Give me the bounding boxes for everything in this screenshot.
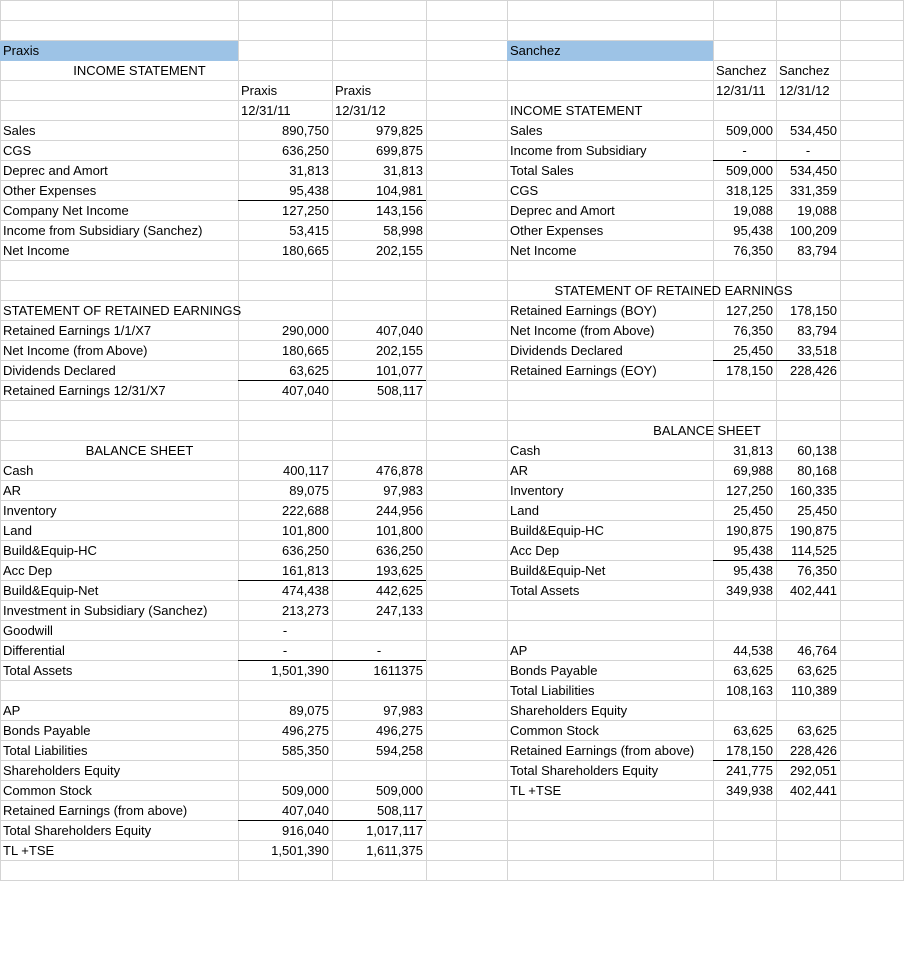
sanchez-is-label: Deprec and Amort: [510, 203, 615, 218]
sanchez-liab-label: Common Stock: [510, 723, 599, 738]
praxis-liab-label: Total Shareholders Equity: [3, 823, 152, 838]
sanchez-asset-value-2011: 190,875: [726, 523, 773, 538]
praxis-re-label: Dividends Declared: [3, 363, 116, 378]
praxis-liab-label: AP: [3, 703, 21, 718]
praxis-asset-value-2011: 222,688: [282, 503, 329, 518]
praxis-is-value-2012: 104,981: [332, 181, 426, 201]
praxis-liab-value-2012: 97,983: [383, 703, 423, 718]
sanchez-is-label: CGS: [510, 183, 539, 198]
sanchez-liab-value-2012: 63,625: [797, 663, 837, 678]
sanchez-asset-value-2011: 25,450: [733, 503, 773, 518]
sanchez-asset-value-2011: 95,438: [733, 563, 773, 578]
praxis-col-date-1: 12/31/11: [241, 103, 291, 118]
sanchez-liab-value-2012: 228,426: [776, 741, 840, 761]
sanchez-liab-value-2012: [776, 701, 840, 721]
praxis-asset-value-2012: 442,625: [376, 583, 423, 598]
sanchez-liab-value-2011: [713, 701, 776, 721]
sanchez-re-value-2012: 228,426: [790, 363, 837, 378]
sanchez-re-value-2012: 33,518: [776, 341, 840, 361]
praxis-asset-value-2012: 193,625: [332, 561, 426, 581]
sanchez-liab-label: Retained Earnings (from above): [510, 743, 695, 758]
sanchez-is-value-2012: 534,450: [790, 123, 837, 138]
praxis-re-value-2012: 508,117: [376, 383, 423, 398]
sanchez-bs-title: BALANCE SHEET: [653, 423, 761, 438]
sanchez-liab-value-2012: 46,764: [797, 643, 837, 658]
praxis-liab-value-2012: 1,017,117: [366, 823, 423, 838]
sanchez-is-value-2011: 95,438: [733, 223, 773, 238]
praxis-asset-label: AR: [3, 483, 22, 498]
praxis-re-value-2012: 202,155: [376, 343, 423, 358]
sanchez-asset-label: AR: [510, 463, 529, 478]
sanchez-re-value-2012: 83,794: [797, 323, 837, 338]
praxis-is-value-2011: 636,250: [282, 143, 329, 158]
sanchez-asset-value-2012: 190,875: [790, 523, 837, 538]
sanchez-asset-label: Cash: [510, 443, 541, 458]
sanchez-liab-value-2011: 108,163: [726, 683, 773, 698]
sanchez-asset-value-2012: 76,350: [797, 563, 837, 578]
praxis-asset-value-2012: 247,133: [376, 603, 423, 618]
sanchez-is-label: Other Expenses: [510, 223, 604, 238]
praxis-header: Praxis: [0, 41, 238, 61]
praxis-is-label: Company Net Income: [3, 203, 129, 218]
praxis-liab-label: Retained Earnings (from above): [3, 803, 188, 818]
praxis-re-label: Retained Earnings 1/1/X7: [3, 323, 152, 338]
sanchez-re-value-2011: 76,350: [733, 323, 773, 338]
praxis-liab-value-2012: [332, 761, 426, 781]
praxis-liab-value-2011: 496,275: [282, 723, 329, 738]
sanchez-asset-value-2012: 402,441: [790, 583, 837, 598]
praxis-is-value-2011: 127,250: [282, 203, 329, 218]
praxis-asset-value-2012: -: [332, 641, 426, 661]
sanchez-liab-label: Shareholders Equity: [510, 703, 628, 718]
sanchez-asset-label: Build&Equip-HC: [510, 523, 604, 538]
praxis-asset-label: Goodwill: [3, 623, 53, 638]
praxis-re-title: STATEMENT OF RETAINED EARNINGS: [3, 303, 242, 318]
grid-col-line: [426, 0, 427, 880]
praxis-is-label: Deprec and Amort: [3, 163, 108, 178]
praxis-liab-value-2011: 509,000: [282, 783, 329, 798]
praxis-liab-value-2011: 585,350: [282, 743, 329, 758]
praxis-col-header-1: Praxis: [241, 83, 278, 98]
praxis-re-value-2011: 407,040: [282, 383, 329, 398]
praxis-asset-value-2011: 474,438: [282, 583, 329, 598]
praxis-asset-value-2012: [332, 621, 426, 641]
praxis-is-value-2012: 699,875: [376, 143, 423, 158]
praxis-asset-value-2012: 244,956: [376, 503, 423, 518]
sanchez-is-label: Income from Subsidiary: [510, 143, 647, 158]
sanchez-re-value-2011: 127,250: [726, 303, 773, 318]
sanchez-is-value-2012: -: [776, 141, 840, 161]
praxis-is-value-2012: 143,156: [376, 203, 423, 218]
praxis-asset-label: Land: [3, 523, 32, 538]
praxis-asset-label: Total Assets: [3, 663, 73, 678]
sanchez-re-label: Retained Earnings (EOY): [510, 363, 657, 378]
praxis-col-date-2: 12/31/12: [335, 103, 386, 118]
praxis-asset-label: Inventory: [3, 503, 57, 518]
sanchez-liab-value-2012: 402,441: [790, 783, 837, 798]
sanchez-re-value-2012: 178,150: [790, 303, 837, 318]
sanchez-liab-label: TL +TSE: [510, 783, 562, 798]
praxis-liab-value-2012: 509,000: [376, 783, 423, 798]
praxis-asset-value-2011: 101,800: [282, 523, 329, 538]
praxis-is-value-2011: 31,813: [289, 163, 329, 178]
grid-row-line: [0, 20, 904, 21]
praxis-asset-label: Investment in Subsidiary (Sanchez): [3, 603, 208, 618]
sanchez-is-value-2011: -: [713, 141, 776, 161]
praxis-liab-value-2012: 594,258: [376, 743, 423, 758]
praxis-asset-value-2011: 636,250: [282, 543, 329, 558]
praxis-re-label: Retained Earnings 12/31/X7: [3, 383, 166, 398]
sanchez-asset-value-2011: 31,813: [733, 443, 773, 458]
sanchez-liab-value-2011: 63,625: [733, 723, 773, 738]
sanchez-asset-value-2012: 114,525: [776, 541, 840, 561]
praxis-asset-label: Acc Dep: [3, 563, 53, 578]
sanchez-liab-value-2011: 349,938: [726, 783, 773, 798]
sanchez-is-value-2011: 318,125: [726, 183, 773, 198]
sanchez-asset-label: Total Assets: [510, 583, 580, 598]
praxis-bs-title: BALANCE SHEET: [85, 443, 194, 458]
praxis-re-label: Net Income (from Above): [3, 343, 148, 358]
sanchez-income-title: INCOME STATEMENT: [510, 103, 643, 118]
sanchez-is-value-2011: 509,000: [726, 123, 773, 138]
praxis-re-value-2011: 180,665: [282, 343, 329, 358]
sanchez-liab-label: Total Liabilities: [510, 683, 595, 698]
praxis-asset-value-2011: 213,273: [282, 603, 329, 618]
praxis-is-value-2011: 180,665: [282, 243, 329, 258]
praxis-asset-value-2011: -: [282, 623, 288, 638]
praxis-asset-value-2011: 1,501,390: [271, 663, 329, 678]
praxis-is-label: Other Expenses: [3, 183, 97, 198]
sanchez-is-value-2012: 19,088: [797, 203, 837, 218]
praxis-liab-value-2012: 508,117: [332, 801, 426, 821]
sanchez-re-label: Retained Earnings (BOY): [510, 303, 657, 318]
sanchez-col-header-1: Sanchez: [716, 63, 767, 78]
praxis-liab-label: Total Liabilities: [3, 743, 88, 758]
sanchez-is-value-2012: 534,450: [790, 163, 837, 178]
praxis-liab-label: Common Stock: [3, 783, 92, 798]
praxis-liab-value-2011: 1,501,390: [271, 843, 329, 858]
sanchez-liab-label: AP: [510, 643, 528, 658]
sanchez-liab-value-2011: 241,775: [726, 763, 773, 778]
praxis-asset-label: Differential: [3, 643, 65, 658]
praxis-liab-value-2011: 407,040: [238, 801, 332, 821]
praxis-col-header-2: Praxis: [335, 83, 372, 98]
sanchez-asset-label: Land: [510, 503, 539, 518]
sanchez-is-value-2012: 331,359: [790, 183, 837, 198]
praxis-asset-value-2012: 1611375: [373, 663, 423, 678]
sanchez-liab-value-2012: 292,051: [790, 763, 837, 778]
sanchez-asset-label: Inventory: [510, 483, 564, 498]
praxis-is-value-2011: 95,438: [238, 181, 332, 201]
sanchez-is-label: Total Sales: [510, 163, 574, 178]
sanchez-liab-value-2012: 63,625: [797, 723, 837, 738]
praxis-re-value-2012: 101,077: [332, 361, 426, 381]
sanchez-col-date-2: 12/31/12: [779, 83, 830, 98]
sanchez-asset-value-2011: 349,938: [726, 583, 773, 598]
praxis-asset-value-2012: 97,983: [383, 483, 423, 498]
sanchez-asset-value-2011: 69,988: [733, 463, 773, 478]
sanchez-re-title: STATEMENT OF RETAINED EARNINGS: [554, 283, 793, 298]
praxis-is-label: CGS: [3, 143, 32, 158]
sanchez-liab-value-2011: 178,150: [713, 741, 776, 761]
sanchez-asset-value-2012: 60,138: [797, 443, 837, 458]
praxis-liab-value-2012: 1,611,375: [366, 843, 423, 858]
sanchez-asset-value-2012: 160,335: [790, 483, 837, 498]
praxis-asset-value-2012: 636,250: [376, 543, 423, 558]
praxis-re-value-2011: 290,000: [282, 323, 329, 338]
sanchez-asset-label: Build&Equip-Net: [510, 563, 606, 578]
praxis-asset-label: Build&Equip-HC: [3, 543, 97, 558]
praxis-is-label: Income from Subsidiary (Sanchez): [3, 223, 203, 238]
praxis-is-value-2012: 58,998: [383, 223, 423, 238]
sanchez-re-value-2011: 25,450: [713, 341, 776, 361]
sanchez-is-label: Net Income: [510, 243, 577, 258]
sanchez-asset-label: Acc Dep: [510, 543, 560, 558]
praxis-asset-label: Cash: [3, 463, 34, 478]
sanchez-asset-value-2012: 80,168: [797, 463, 837, 478]
sanchez-is-value-2012: 100,209: [790, 223, 837, 238]
sanchez-liab-value-2011: 44,538: [733, 643, 773, 658]
praxis-asset-value-2011: 161,813: [238, 561, 332, 581]
sanchez-col-date-1: 12/31/11: [716, 83, 766, 98]
sanchez-asset-value-2012: 25,450: [797, 503, 837, 518]
praxis-asset-value-2011: 400,117: [282, 463, 329, 478]
praxis-is-value-2011: 890,750: [282, 123, 329, 138]
sanchez-re-label: Dividends Declared: [510, 343, 623, 358]
sanchez-is-value-2011: 76,350: [733, 243, 773, 258]
praxis-asset-label: Build&Equip-Net: [3, 583, 99, 598]
sanchez-asset-value-2011: 95,438: [713, 541, 776, 561]
praxis-liab-value-2011: [238, 761, 332, 781]
praxis-liab-label: Bonds Payable: [3, 723, 91, 738]
praxis-is-value-2012: 979,825: [376, 123, 423, 138]
grid-row-line: [0, 880, 904, 881]
praxis-asset-value-2012: 476,878: [376, 463, 423, 478]
grid-row-line: [0, 0, 904, 1]
sanchez-liab-value-2012: 110,389: [790, 683, 837, 698]
sanchez-col-header-2: Sanchez: [779, 63, 830, 78]
sanchez-liab-label: Total Shareholders Equity: [510, 763, 659, 778]
praxis-is-value-2012: 202,155: [376, 243, 423, 258]
sanchez-asset-value-2011: 127,250: [726, 483, 773, 498]
sanchez-re-value-2011: 178,150: [726, 363, 773, 378]
praxis-income-title: INCOME STATEMENT: [73, 63, 206, 78]
sanchez-is-value-2011: 509,000: [726, 163, 773, 178]
praxis-liab-label: Shareholders Equity: [3, 763, 121, 778]
sanchez-is-value-2012: 83,794: [797, 243, 837, 258]
praxis-asset-value-2011: -: [238, 641, 332, 661]
praxis-re-value-2011: 63,625: [238, 361, 332, 381]
sanchez-header: Sanchez: [507, 41, 713, 61]
praxis-asset-value-2012: 101,800: [376, 523, 423, 538]
praxis-liab-value-2011: 89,075: [289, 703, 329, 718]
sanchez-is-value-2011: 19,088: [733, 203, 773, 218]
praxis-is-value-2012: 31,813: [383, 163, 423, 178]
sanchez-re-label: Net Income (from Above): [510, 323, 655, 338]
praxis-liab-value-2011: 916,040: [282, 823, 329, 838]
sanchez-liab-label: Bonds Payable: [510, 663, 598, 678]
praxis-asset-value-2011: 89,075: [289, 483, 329, 498]
praxis-is-label: Net Income: [3, 243, 70, 258]
sanchez-is-label: Sales: [510, 123, 543, 138]
sanchez-liab-value-2011: 63,625: [733, 663, 773, 678]
praxis-re-value-2012: 407,040: [376, 323, 423, 338]
praxis-liab-label: TL +TSE: [3, 843, 55, 858]
praxis-liab-value-2012: 496,275: [376, 723, 423, 738]
praxis-is-label: Sales: [3, 123, 36, 138]
praxis-is-value-2011: 53,415: [289, 223, 329, 238]
